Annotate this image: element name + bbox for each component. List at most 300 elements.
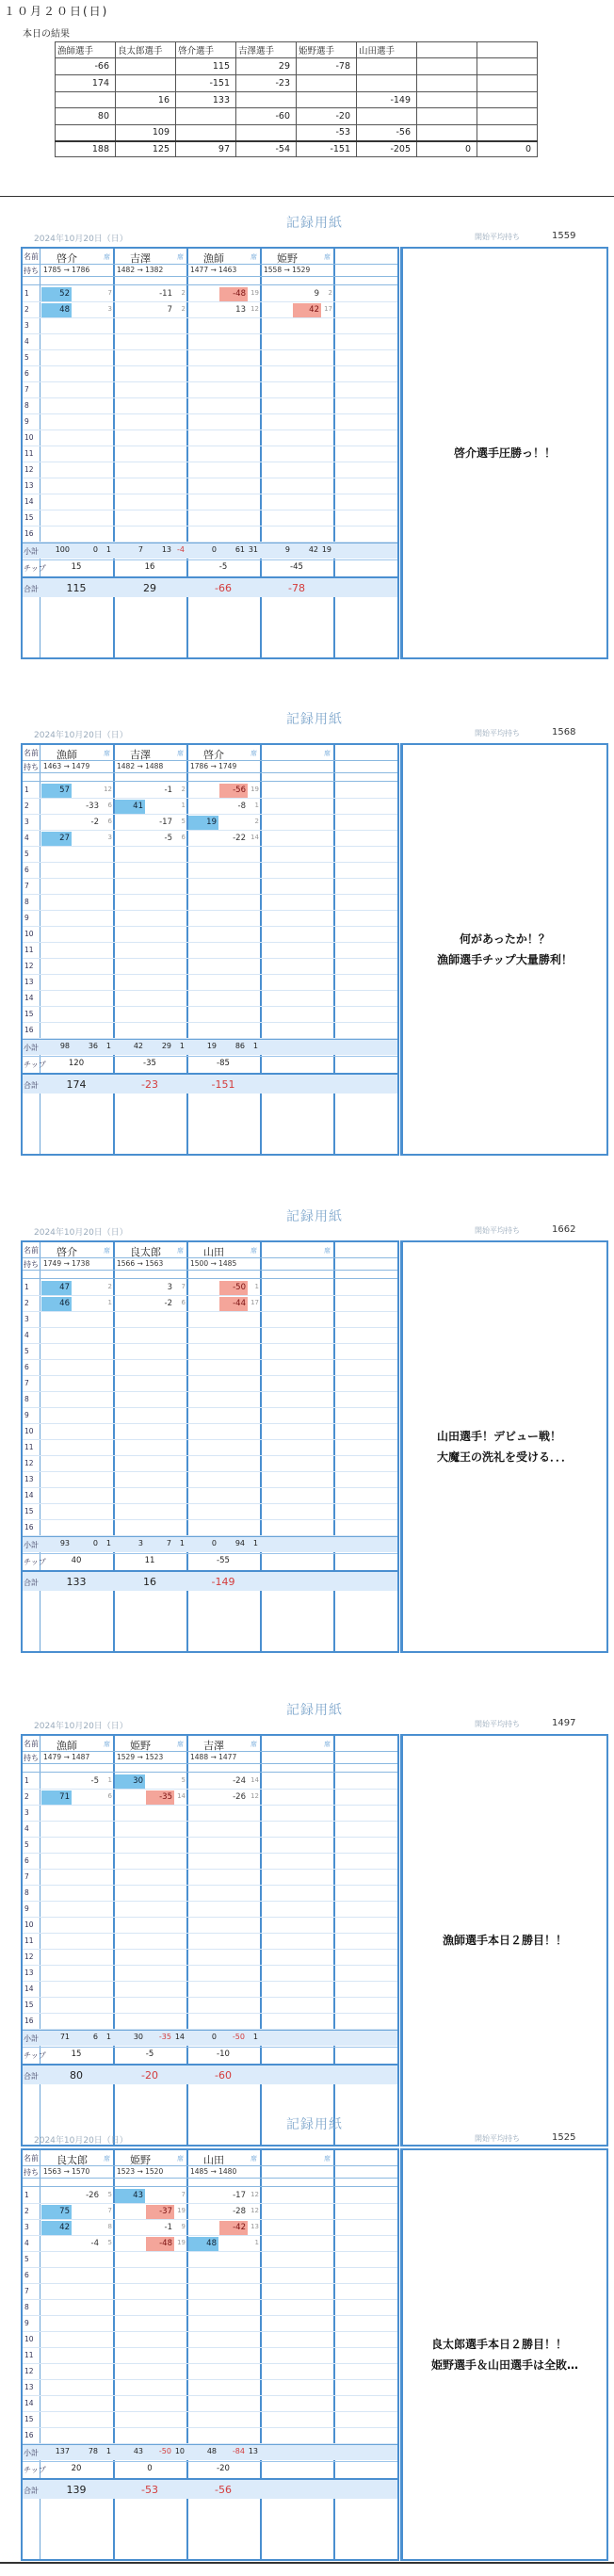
seat-label: 席: [177, 1741, 184, 1748]
hand-row: [23, 2268, 397, 2284]
total-value: -20: [141, 2069, 158, 2082]
hand-row: [23, 1934, 397, 1950]
game-comment: 漁師選手本日２勝目！！: [442, 1934, 567, 1947]
summary-cell: 115: [176, 58, 236, 75]
hand-number: 10: [24, 2335, 34, 2343]
seat-label: 席: [324, 750, 331, 757]
chip-count: 3: [107, 305, 112, 313]
hand-row: [23, 2284, 397, 2300]
hand-row: [23, 831, 397, 847]
summary-header-cell: 山田選手: [357, 42, 417, 58]
summary-cell: [56, 125, 116, 141]
hand-row: [23, 2316, 397, 2332]
subtotal-value: 93: [59, 1539, 70, 1547]
hand-row: [23, 1408, 397, 1424]
chip-label: チップ: [24, 564, 46, 573]
summary-row: [56, 75, 538, 92]
hand-number: 9: [24, 1411, 29, 1419]
chip-row: [23, 1553, 397, 1569]
hand-number: 3: [24, 1808, 29, 1817]
hand-number: 10: [24, 1427, 34, 1435]
score-cell: -1: [164, 2223, 172, 2232]
hand-number: 11: [24, 946, 34, 954]
score-cell: 47: [41, 1281, 72, 1295]
hand-number: 12: [24, 1459, 34, 1467]
seat-label: 席: [250, 1741, 257, 1748]
start-end-range: 1477 → 1463: [190, 266, 237, 274]
summary-cell: [477, 58, 538, 75]
hand-number: 10: [24, 433, 34, 442]
subtotal-value: -4: [177, 545, 185, 554]
hand-row: [23, 1950, 397, 1966]
subtotal-value: 61: [234, 545, 245, 554]
score-cell: -35: [146, 1790, 174, 1805]
total-value: 80: [70, 2069, 83, 2082]
score-grid: [21, 2148, 399, 2561]
summary-cell: -151: [176, 75, 236, 92]
score-cell: 43: [115, 2189, 145, 2203]
hand-row: [23, 1982, 397, 1998]
subtotal-value: 42: [133, 1042, 143, 1050]
summary-cell: [357, 75, 417, 92]
seat-label: 席: [177, 750, 184, 757]
chip-value: -5: [145, 2049, 154, 2059]
hand-row: [23, 1424, 397, 1440]
subtotal-value: -50: [158, 2447, 171, 2455]
column-label-row: [23, 1271, 397, 1279]
hand-row: [23, 943, 397, 959]
hand-row: [23, 1822, 397, 1838]
chip-count: 12: [250, 1792, 259, 1800]
hand-row: [23, 1998, 397, 2014]
hand-number: 12: [24, 1952, 34, 1961]
sheet-date: 2024年10月20日（日）: [34, 1228, 128, 1238]
score-cell: 71: [41, 1790, 72, 1805]
start-end-range: 1500 → 1485: [190, 1259, 237, 1268]
subtotal-value: 100: [55, 545, 70, 554]
chip-value: 40: [71, 1556, 82, 1565]
hand-row: [23, 2300, 397, 2316]
score-cell: 3: [167, 1283, 172, 1292]
chip-count: 1: [107, 1776, 112, 1784]
subtotal-value: 31: [248, 545, 258, 554]
hand-number: 3: [24, 818, 29, 826]
hand-row: [23, 2188, 397, 2204]
summary-cell: [116, 75, 176, 92]
hand-row: [23, 1456, 397, 1472]
chip-row: [23, 559, 397, 575]
subtotal-value: 0: [92, 545, 98, 554]
summary-cell: -66: [56, 58, 116, 75]
total-label: 合計: [24, 1579, 39, 1587]
subtotal-value: 137: [55, 2447, 70, 2455]
hand-number: 3: [24, 2223, 29, 2231]
hand-row: [23, 414, 397, 430]
total-value: 115: [66, 582, 87, 594]
chip-count: 12: [250, 2207, 259, 2214]
hand-number: 7: [24, 1872, 29, 1881]
chip-count: 12: [104, 786, 112, 793]
chip-count: 5: [107, 2239, 112, 2246]
subtotal-value: 1: [252, 2033, 258, 2041]
average-label: 開始平均持ち: [475, 1226, 520, 1235]
score-cell: -24: [233, 1776, 246, 1786]
column-label-row: [23, 2179, 397, 2187]
game-sheet: [21, 1700, 608, 2147]
hand-row: [23, 879, 397, 895]
hand-number: 4: [24, 834, 29, 842]
start-end-range: 1558 → 1529: [264, 266, 311, 274]
game-sheet: [21, 2114, 608, 2562]
hand-row: [23, 1870, 397, 1886]
hand-row: [23, 2380, 397, 2396]
hand-number: 4: [24, 1824, 29, 1833]
summary-cell: [176, 125, 236, 141]
hand-number: 16: [24, 529, 34, 538]
score-cell: 46: [41, 1297, 72, 1311]
subtotal-row: [23, 1039, 397, 1055]
score-cell: 19: [188, 816, 218, 830]
score-cell: -56: [219, 784, 248, 798]
total-value: 174: [66, 1078, 87, 1091]
summary-total-cell: -205: [357, 141, 417, 157]
chip-label: チップ: [24, 2051, 46, 2060]
hand-row: [23, 527, 397, 543]
average-label: 開始平均持ち: [475, 2134, 520, 2143]
summary-cell: [417, 125, 477, 141]
comment-box: [400, 743, 608, 1156]
hand-number: 4: [24, 2239, 29, 2247]
hand-number: 7: [24, 882, 29, 890]
subtotal-row: [23, 2444, 397, 2460]
hand-row: [23, 1774, 397, 1790]
subtotal-value: 1: [105, 545, 111, 554]
sheet-date: 2024年10月20日（日）: [34, 2136, 128, 2146]
summary-cell: [477, 108, 538, 125]
chip-count: 19: [250, 786, 259, 793]
hand-number: 3: [24, 321, 29, 330]
score-cell: -37: [146, 2205, 174, 2219]
start-label: 持ち: [24, 2168, 39, 2177]
start-label: 持ち: [24, 1754, 39, 1762]
chip-count: 7: [107, 2207, 112, 2214]
chip-value: -85: [217, 1059, 230, 1068]
subtotal-value: 1: [105, 2033, 111, 2041]
hand-number: 11: [24, 2351, 34, 2359]
summary-cell: [477, 125, 538, 141]
hand-row: [23, 1854, 397, 1870]
hand-number: 14: [24, 1491, 34, 1499]
score-cell: 48: [188, 2237, 218, 2251]
summary-cell: [236, 92, 297, 108]
chip-value: -45: [290, 562, 303, 572]
score-cell: 52: [41, 287, 72, 301]
hand-number: 14: [24, 497, 34, 506]
summary-total-cell: 188: [56, 141, 116, 157]
subtotal-value: 29: [161, 1042, 171, 1050]
summary-cell: [297, 92, 357, 108]
seat-label: 席: [324, 2155, 331, 2163]
player-name: 漁師: [57, 749, 77, 761]
total-row: [23, 1570, 397, 1591]
chip-value: -10: [217, 2049, 230, 2059]
score-grid: [21, 1734, 399, 2147]
subtotal-label: 小計: [24, 2034, 39, 2043]
summary-total-cell: 125: [116, 141, 176, 157]
total-value: -56: [215, 2484, 232, 2496]
chip-value: -55: [217, 1556, 230, 1565]
player-label: 名前: [24, 252, 39, 261]
hand-row: [23, 1328, 397, 1344]
player-name: 姫野: [130, 1740, 151, 1752]
hand-row: [23, 863, 397, 879]
player-name: 吉澤: [203, 1740, 224, 1752]
score-cell: -17: [233, 2191, 246, 2200]
subtotal-value: 10: [174, 2447, 185, 2455]
chip-count: 6: [107, 1792, 112, 1800]
score-grid: [21, 743, 399, 1156]
total-value: -151: [211, 1078, 235, 1091]
summary-header-cell: 吉澤選手: [236, 42, 297, 58]
hand-row: [23, 1806, 397, 1822]
hand-row: [23, 1296, 397, 1312]
hand-row: [23, 510, 397, 527]
subtotal-value: 13: [248, 2447, 258, 2455]
hand-row: [23, 1376, 397, 1392]
summary-cell: 16: [116, 92, 176, 108]
hand-row: [23, 398, 397, 414]
hand-row: [23, 2236, 397, 2252]
hand-row: [23, 318, 397, 334]
average-label: 開始平均持ち: [475, 1720, 520, 1728]
chip-count: 3: [107, 834, 112, 841]
summary-cell: -60: [236, 108, 297, 125]
seat-label: 席: [324, 1247, 331, 1255]
seat-label: 席: [324, 253, 331, 261]
chip-count: 1: [107, 1299, 112, 1306]
hand-row: [23, 1902, 397, 1918]
subtotal-label: 小計: [24, 547, 39, 556]
score-cell: -33: [86, 802, 99, 811]
chip-count: 2: [328, 289, 332, 297]
sheet-title: 記録用紙: [286, 2117, 343, 2132]
seat-label: 席: [177, 1247, 184, 1255]
summary-cell: -23: [236, 75, 297, 92]
hand-row: [23, 1440, 397, 1456]
hand-row: [23, 1918, 397, 1934]
subtotal-value: -35: [158, 2033, 171, 2041]
subtotal-value: 1: [252, 1042, 258, 1050]
player-name: 吉澤: [130, 252, 151, 265]
hand-row: [23, 478, 397, 494]
total-value: 16: [143, 1576, 156, 1588]
subtotal-value: 1: [105, 2447, 111, 2455]
hand-row: [23, 1838, 397, 1854]
chip-count: 12: [250, 305, 259, 313]
score-grid: [21, 247, 399, 659]
chip-value: 11: [144, 1556, 155, 1565]
start-end-range: 1785 → 1786: [43, 266, 90, 274]
subtotal-value: 71: [59, 2033, 70, 2041]
hand-row: [23, 350, 397, 366]
score-cell: -26: [233, 1792, 246, 1802]
summary-row: [56, 92, 538, 108]
score-cell: -28: [233, 2207, 246, 2216]
average-value: 1559: [552, 231, 576, 241]
hand-number: 9: [24, 2319, 29, 2327]
summary-row: [56, 108, 538, 125]
hand-row: [23, 2396, 397, 2412]
seat-label: 席: [250, 750, 257, 757]
start-end-range: 1482 → 1488: [117, 762, 164, 770]
hand-row: [23, 1488, 397, 1504]
hand-number: 8: [24, 1888, 29, 1897]
sheet-title: 記録用紙: [286, 216, 343, 231]
score-cell: -17: [159, 818, 172, 827]
summary-header-row: [56, 42, 538, 58]
hand-row: [23, 1007, 397, 1023]
seat-label: 席: [104, 1741, 110, 1748]
summary-cell: [357, 58, 417, 75]
hand-row: [23, 2348, 397, 2364]
summary-header-cell: 良太郎選手: [116, 42, 176, 58]
hand-number: 2: [24, 2207, 29, 2215]
start-end-range: 1482 → 1382: [117, 266, 164, 274]
subtotal-row: [23, 2030, 397, 2046]
hand-number: 8: [24, 401, 29, 410]
chip-count: 5: [181, 1776, 186, 1784]
sheet-date: 2024年10月20日（日）: [34, 1722, 128, 1731]
chip-count: 19: [177, 2207, 186, 2214]
chip-count: 6: [181, 834, 186, 841]
start-end-range: 1749 → 1738: [43, 1259, 90, 1268]
hand-row: [23, 895, 397, 911]
summary-cell: 80: [56, 108, 116, 125]
summary-cell: [116, 108, 176, 125]
average-value: 1525: [552, 2132, 576, 2143]
chip-value: 16: [144, 562, 155, 572]
summary-header-cell: 漁師選手: [56, 42, 116, 58]
chip-count: 17: [324, 305, 332, 313]
hand-number: 6: [24, 2271, 29, 2279]
hand-row: [23, 2204, 397, 2220]
chip-row: [23, 1056, 397, 1072]
summary-title: 本日の結果: [23, 29, 70, 40]
hand-row: [23, 462, 397, 478]
comment-box: [400, 1734, 608, 2147]
column-label-row: [23, 773, 397, 782]
score-cell: 42: [41, 2221, 72, 2235]
subtotal-value: 6: [92, 2033, 98, 2041]
score-cell: -2: [90, 818, 99, 827]
hand-number: 15: [24, 1010, 34, 1018]
chip-value: 15: [71, 562, 82, 572]
total-label: 合計: [24, 2487, 39, 2495]
hand-number: 8: [24, 1395, 29, 1403]
chip-count: 7: [107, 289, 112, 297]
game-sheet: [21, 1207, 608, 1654]
game-comment: 啓介選手圧勝っ！！: [453, 446, 556, 460]
hand-number: 16: [24, 2431, 34, 2439]
hand-row: [23, 430, 397, 446]
score-cell: -1: [164, 786, 172, 795]
hand-row: [23, 1360, 397, 1376]
score-cell: -2: [164, 1299, 172, 1308]
hand-number: 9: [24, 914, 29, 922]
subtotal-row: [23, 543, 397, 559]
hand-number: 6: [24, 1363, 29, 1371]
score-cell: -4: [90, 2239, 99, 2248]
summary-table: [55, 41, 538, 157]
hand-number: 2: [24, 1299, 29, 1307]
average-value: 1662: [552, 1224, 576, 1235]
start-label: 持ち: [24, 763, 39, 771]
player-name: 良太郎: [130, 1246, 161, 1258]
summary-total-cell: -151: [297, 141, 357, 157]
chip-count: 2: [181, 305, 186, 313]
score-cell: -42: [219, 2221, 248, 2235]
chip-count: 5: [107, 2191, 112, 2198]
score-cell: 48: [41, 303, 72, 317]
player-name: 吉澤: [130, 749, 151, 761]
player-label: 名前: [24, 1740, 39, 1748]
chip-count: 6: [107, 818, 112, 825]
summary-cell: 29: [236, 58, 297, 75]
chip-count: 7: [181, 1283, 186, 1290]
hand-number: 15: [24, 2415, 34, 2423]
summary-cell: [176, 108, 236, 125]
hand-number: 5: [24, 2255, 29, 2263]
subtotal-value: 0: [211, 1539, 217, 1547]
hand-number: 16: [24, 2017, 34, 2025]
hand-number: 16: [24, 1523, 34, 1531]
summary-cell: [236, 125, 297, 141]
player-name: 山田: [203, 1246, 224, 1258]
hand-number: 1: [24, 2191, 29, 2199]
hand-number: 15: [24, 1507, 34, 1515]
chip-value: 120: [68, 1059, 85, 1068]
hand-number: 15: [24, 513, 34, 522]
player-name: 良太郎: [57, 2154, 88, 2166]
summary-cell: -78: [297, 58, 357, 75]
subtotal-value: 0: [211, 545, 217, 554]
player-name: 啓介: [203, 749, 224, 761]
score-cell: -8: [237, 802, 246, 811]
subtotal-value: 0: [211, 2033, 217, 2041]
game-comment: 何があったか！？ 漁師選手チップ大量勝利！: [437, 932, 573, 966]
hand-number: 4: [24, 337, 29, 346]
hand-number: 2: [24, 1792, 29, 1801]
bottom-separator: [0, 2562, 614, 2564]
hand-number: 14: [24, 1985, 34, 1993]
subtotal-value: 7: [137, 545, 143, 554]
summary-cell: [357, 108, 417, 125]
chip-count: 6: [181, 1299, 186, 1306]
hand-number: 10: [24, 930, 34, 938]
total-value: -66: [215, 582, 232, 594]
chip-count: 19: [177, 2239, 186, 2246]
total-label: 合計: [24, 585, 39, 593]
subtotal-label: 小計: [24, 1044, 39, 1052]
hand-number: 6: [24, 866, 29, 874]
chip-label: チップ: [24, 1558, 46, 1566]
hand-number: 14: [24, 2399, 34, 2407]
average-value: 1568: [552, 727, 576, 737]
chip-row: [23, 2047, 397, 2063]
player-name: 漁師: [57, 1740, 77, 1752]
hand-row: [23, 1504, 397, 1520]
start-end-range: 1786 → 1749: [190, 762, 237, 770]
